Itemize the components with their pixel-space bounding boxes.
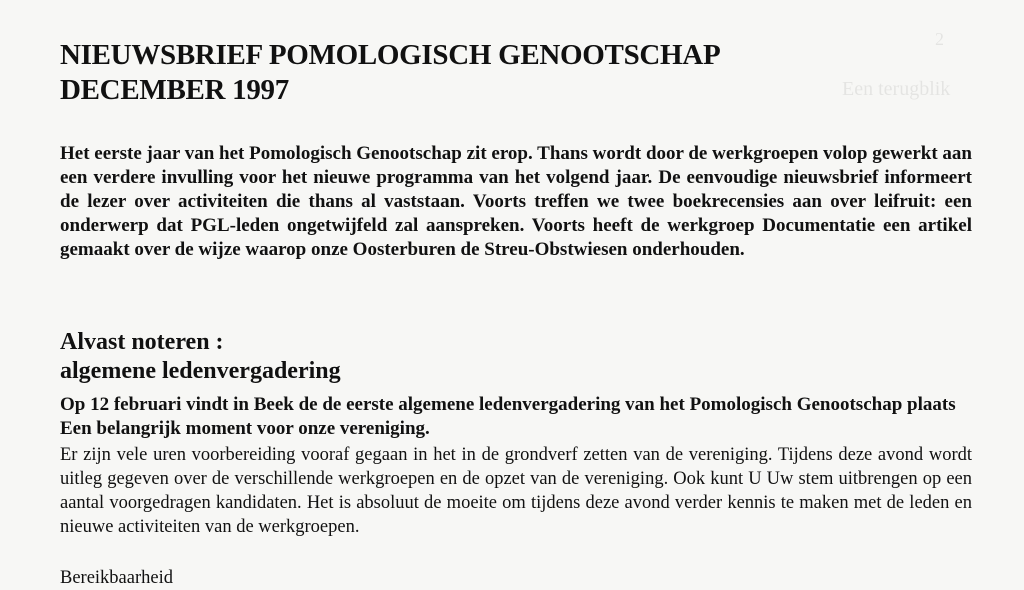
newsletter-title xyxy=(60,38,720,108)
section-heading-line-2: algemene ledenvergadering xyxy=(60,358,341,384)
section-heading xyxy=(60,328,341,386)
title-line-2: DECEMBER 1997 xyxy=(60,74,289,106)
bleed-heading: Een terugblik xyxy=(842,78,951,100)
intro-text: Het eerste jaar van het Pomologisch Genootschap zit erop. Thans wordt door de werkgroepen volop gewerkt aan een verdere invulling voor het nieuwe programma van het volgend jaar. De eenvoudige nieuwsbrief informeert de lezer over activiteiten die thans al vaststaan. Voorts treffen we twee boekrecensies aan over leifruit: een onderwerp dat PGL-leden ongetwijfeld zal aanspreken. Voorts heeft de werkgroep Documentatie een artikel gemaakt over de wijze waarop onze Oosterburen de Streu-Obstwiesen onderhouden. xyxy=(60,143,972,260)
title-line-1: NIEUWSBRIEF POMOLOGISCH GENOOTSCHAP xyxy=(60,39,721,71)
section-heading-line-1: Alvast noteren : xyxy=(60,329,224,355)
intro-paragraph xyxy=(60,142,972,262)
section-body-paragraph: Er zijn vele uren voorbereiding vooraf gegaan in het in de grondverf zetten van de vereniging. Tijdens deze avond wordt uitleg gegeven over de verschillende werkgroepen en de opzet van de vereniging. Ook kunt U Uw stem uitbrengen op een aantal voorgedragen kandidaten. Het is absoluut de moeite om tijdens deze avond verder kennis te maken met de leden en nieuwe activiteiten van de werkgroepen. xyxy=(60,445,972,537)
section-lead-paragraph: Op 12 februari vindt in Beek de de eerste algemene ledenvergadering van het Pomologisch Genootschap plaats Een belangrijk moment voor onze vereniging. xyxy=(60,394,956,439)
section-body-tail: Bereikbaarheid xyxy=(60,568,173,588)
bleed-page-number: 2 xyxy=(935,29,944,49)
